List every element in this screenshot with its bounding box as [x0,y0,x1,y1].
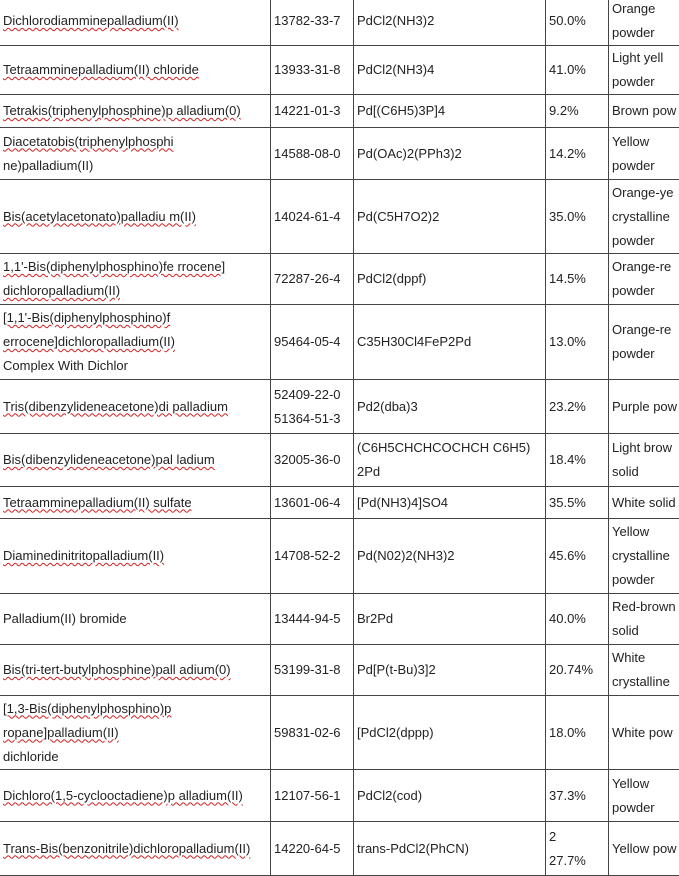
compound-name-text: dichloride [3,745,268,769]
cas-number-cell [271,770,354,822]
appearance-cell [609,645,679,696]
pd-content-text: 13.0% [549,330,606,354]
table-row [0,770,679,822]
cas-number-text: 13444-94-5 [274,607,351,631]
table-row [0,128,679,180]
cas-number-cell [271,254,354,305]
cas-number-cell [271,0,354,46]
appearance-text: solid [612,619,679,643]
formula-text: PdCl2(NH3)2 [357,9,543,33]
formula-text: PdCl2(cod) [357,784,543,808]
appearance-cell [609,46,679,95]
pd-content-text: 20.74% [549,658,606,682]
formula-text: Br2Pd [357,607,543,631]
pd-content-cell [546,645,609,696]
appearance-cell [609,487,679,519]
formula-cell [354,519,546,594]
compound-name-cell [0,380,271,434]
appearance-text: crystalline [612,670,679,694]
pd-content-cell [546,180,609,254]
pd-content-text: 23.2% [549,395,606,419]
formula-cell [354,594,546,645]
compound-name-text: errocene]dichloropalladium(II) [3,330,268,354]
formula-text: PdCl2(NH3)4 [357,58,543,82]
appearance-text: Light brow [612,436,679,460]
compound-name-text: ropane]palladium(II) [3,721,268,745]
cas-number-cell [271,594,354,645]
cas-number-cell [271,645,354,696]
formula-cell [354,180,546,254]
formula-cell [354,380,546,434]
formula-text: (C6H5CHCHCOCHCH C6H5) [357,436,543,460]
cas-number-cell [271,95,354,128]
cas-number-text: 13933-31-8 [274,58,351,82]
formula-cell [354,0,546,46]
formula-text: C35H30Cl4FeP2Pd [357,330,543,354]
table-row [0,254,679,305]
appearance-text: Orange-re [612,318,679,342]
appearance-text: White pow [612,721,679,745]
formula-text: Pd(N02)2(NH3)2 [357,544,543,568]
cas-number-text: 14220-64-5 [274,837,351,861]
compound-name-cell [0,696,271,770]
appearance-cell [609,822,679,876]
compound-name-text: Dichloro(1,5-cyclooctadiene)p alladium(II) [3,784,268,808]
formula-cell [354,770,546,822]
pd-content-text: 27.7% [549,849,606,873]
cas-number-text: 13782-33-7 [274,9,351,33]
cas-number-cell [271,46,354,95]
appearance-text: Orange-re [612,255,679,279]
pd-content-cell [546,46,609,95]
pd-content-text: 2 [549,825,606,849]
formula-cell [354,645,546,696]
pd-content-text: 9.2% [549,99,606,123]
table-row [0,305,679,380]
pd-content-cell [546,0,609,46]
compound-name-text: Diacetatobis(triphenylphosphi [3,130,268,154]
cas-number-text: 51364-51-3 [274,407,351,431]
appearance-cell [609,305,679,380]
compound-name-text: dichloropalladium(II) [3,279,268,303]
cas-number-text: 12107-56-1 [274,784,351,808]
appearance-text: powder [612,70,679,94]
pd-content-cell [546,519,609,594]
cas-number-cell [271,380,354,434]
table-row [0,822,679,876]
pd-content-text: 45.6% [549,544,606,568]
appearance-text: crystalline [612,544,679,568]
cas-number-text: 14708-52-2 [274,544,351,568]
compound-name-text: Bis(tri-tert-butylphosphine)pall adium(0) [3,658,268,682]
appearance-text: Red-brown [612,595,679,619]
table-row [0,180,679,254]
compound-name-text: Palladium(II) bromide [3,607,268,631]
formula-text: Pd(OAc)2(PPh3)2 [357,142,543,166]
pd-content-cell [546,305,609,380]
cas-number-text: 14221-01-3 [274,99,351,123]
appearance-cell [609,770,679,822]
appearance-text: powder [612,154,679,178]
appearance-cell [609,519,679,594]
compound-name-text: ne)palladium(II) [3,154,268,178]
compound-name-cell [0,434,271,487]
pd-content-text: 14.5% [549,267,606,291]
appearance-cell [609,434,679,487]
cas-number-text: 52409-22-0 [274,383,351,407]
compound-name-cell [0,487,271,519]
appearance-text: powder [612,342,679,366]
compound-name-cell [0,770,271,822]
table-row [0,645,679,696]
appearance-text: powder [612,229,679,253]
appearance-text: Orange [612,0,679,21]
formula-text: Pd[(C6H5)3P]4 [357,99,543,123]
formula-text: 2Pd [357,460,543,484]
compound-name-cell [0,95,271,128]
table-row [0,696,679,770]
table-row [0,434,679,487]
formula-cell [354,128,546,180]
cas-number-cell [271,822,354,876]
formula-cell [354,305,546,380]
formula-text: [Pd(NH3)4]SO4 [357,491,543,515]
appearance-cell [609,128,679,180]
pd-content-text: 18.0% [549,721,606,745]
pd-content-cell [546,696,609,770]
appearance-text: White [612,646,679,670]
appearance-text: Brown pow [612,99,679,123]
formula-cell [354,95,546,128]
appearance-cell [609,380,679,434]
appearance-cell [609,696,679,770]
cas-number-text: 59831-02-6 [274,721,351,745]
pd-content-cell [546,770,609,822]
appearance-text: powder [612,21,679,45]
pd-content-cell [546,254,609,305]
compound-name-cell [0,519,271,594]
appearance-text: powder [612,796,679,820]
appearance-cell [609,0,679,46]
cas-number-cell [271,519,354,594]
cas-number-text: 95464-05-4 [274,330,351,354]
compound-name-text: Trans-Bis(benzonitrile)dichloropalladium(II) [3,837,268,861]
formula-text: PdCl2(dppf) [357,267,543,291]
compound-name-text: 1,1'-Bis(diphenylphosphino)fe rrocene] [3,255,268,279]
compound-name-text: Tris(dibenzylideneacetone)di palladium [3,395,268,419]
cas-number-text: 72287-26-4 [274,267,351,291]
table-row [0,0,679,46]
pd-content-text: 35.0% [549,205,606,229]
appearance-text: Light yell [612,46,679,70]
pd-content-text: 40.0% [549,607,606,631]
table-row [0,487,679,519]
formula-cell [354,434,546,487]
compound-name-text: Diaminedinitritopalladium(II) [3,544,268,568]
formula-text: Pd2(dba)3 [357,395,543,419]
cas-number-text: 53199-31-8 [274,658,351,682]
pd-content-text: 35.5% [549,491,606,515]
appearance-text: Purple pow [612,395,679,419]
cas-number-text: 14588-08-0 [274,142,351,166]
compound-name-text: Tetrakis(triphenylphosphine)p alladium(0) [3,99,268,123]
pd-content-cell [546,128,609,180]
appearance-text: Orange-ye [612,181,679,205]
compound-name-text: Bis(dibenzylideneacetone)pal ladium [3,448,268,472]
pd-content-text: 18.4% [549,448,606,472]
appearance-text: powder [612,568,679,592]
formula-text: trans-PdCl2(PhCN) [357,837,543,861]
pd-content-cell [546,380,609,434]
pd-content-cell [546,487,609,519]
formula-cell [354,46,546,95]
appearance-text: Yellow pow [612,837,679,861]
cas-number-text: 14024-61-4 [274,205,351,229]
appearance-text: powder [612,279,679,303]
appearance-text: crystalline [612,205,679,229]
cas-number-text: 13601-06-4 [274,491,351,515]
compound-name-cell [0,305,271,380]
compound-name-text: Tetraamminepalladium(II) sulfate [3,491,268,515]
formula-cell [354,487,546,519]
pd-content-text: 50.0% [549,9,606,33]
appearance-text: Yellow [612,520,679,544]
compound-name-text: Complex With Dichlor [3,354,268,378]
compound-name-cell [0,128,271,180]
table-row [0,95,679,128]
table-row [0,594,679,645]
cas-number-text: 32005-36-0 [274,448,351,472]
appearance-cell [609,180,679,254]
pd-content-cell [546,822,609,876]
formula-cell [354,822,546,876]
table-row [0,380,679,434]
compound-name-cell [0,645,271,696]
appearance-text: Yellow [612,772,679,796]
table-row [0,519,679,594]
formula-cell [354,254,546,305]
compound-name-text: Tetraamminepalladium(II) chloride [3,58,268,82]
compound-name-cell [0,0,271,46]
cas-number-cell [271,180,354,254]
pd-content-cell [546,434,609,487]
cas-number-cell [271,487,354,519]
appearance-text: White solid [612,491,679,515]
formula-text: Pd[P(t-Bu)3]2 [357,658,543,682]
compound-name-text: [1,3-Bis(diphenylphosphino)p [3,697,268,721]
pd-content-text: 41.0% [549,58,606,82]
appearance-text: solid [612,460,679,484]
compound-name-cell [0,594,271,645]
appearance-cell [609,594,679,645]
formula-cell [354,696,546,770]
cas-number-cell [271,434,354,487]
compound-name-text: [1,1'-Bis(diphenylphosphino)f [3,306,268,330]
cas-number-cell [271,305,354,380]
pd-content-text: 37.3% [549,784,606,808]
compound-name-text: Bis(acetylacetonato)palladiu m(II) [3,205,268,229]
cas-number-cell [271,128,354,180]
formula-text: [PdCl2(dppp) [357,721,543,745]
compound-name-text: Dichlorodiamminepalladium(II) [3,9,268,33]
cas-number-cell [271,696,354,770]
pd-content-cell [546,594,609,645]
table-row [0,46,679,95]
pd-content-text: 14.2% [549,142,606,166]
compound-name-cell [0,46,271,95]
compound-name-cell [0,180,271,254]
pd-content-cell [546,95,609,128]
appearance-cell [609,95,679,128]
appearance-text: Yellow [612,130,679,154]
appearance-cell [609,254,679,305]
compound-name-cell [0,822,271,876]
formula-text: Pd(C5H7O2)2 [357,205,543,229]
compound-name-cell [0,254,271,305]
